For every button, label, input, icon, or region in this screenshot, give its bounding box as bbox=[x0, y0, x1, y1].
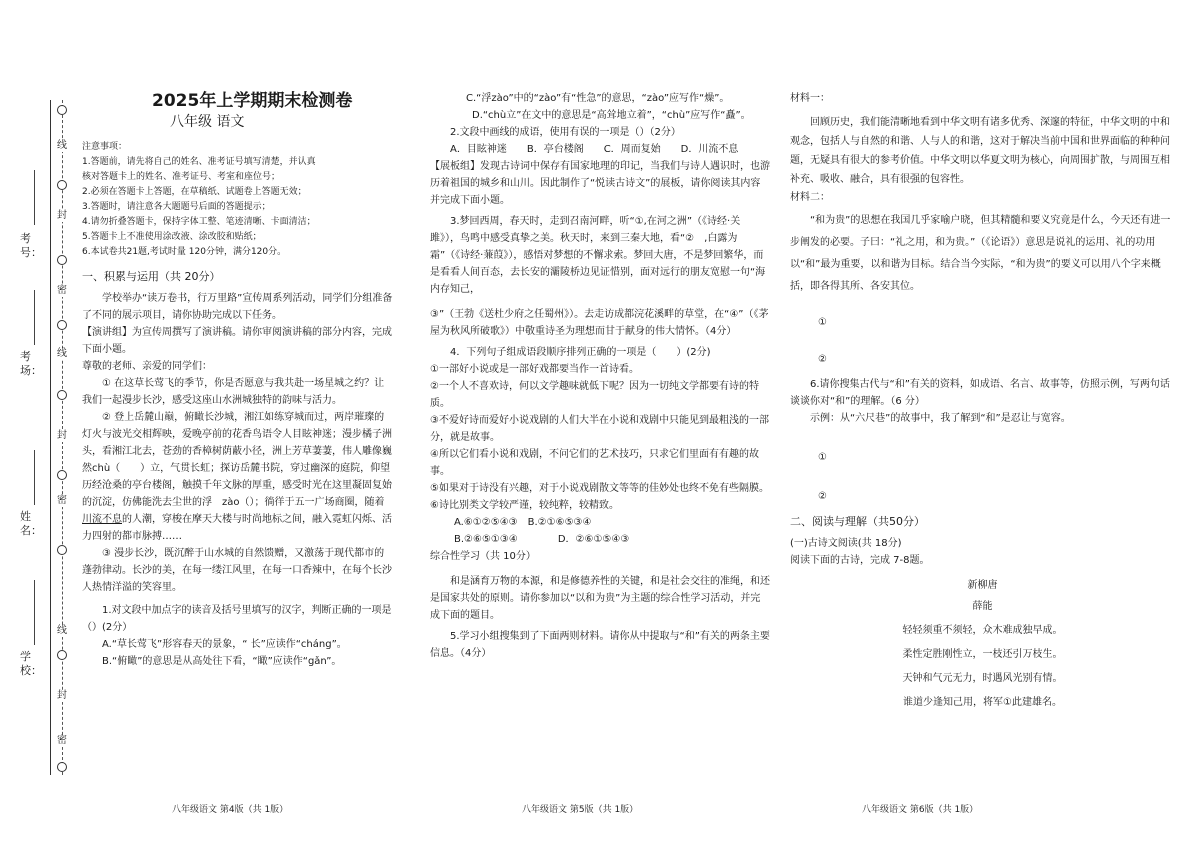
poem-line: 柔性定胜刚性立，一枝还引万枝生。 bbox=[902, 649, 1063, 660]
seal-mark: 封 bbox=[57, 690, 67, 701]
poem-line: 天钟和气元无力，时遇风光别有情。 bbox=[902, 673, 1063, 684]
name-label: 姓名： bbox=[20, 510, 42, 537]
exam-title: 2025年上学期期末检测卷 bbox=[152, 91, 353, 111]
exam-number-line[interactable] bbox=[34, 170, 35, 225]
notes-heading: 注意事项： bbox=[82, 142, 128, 152]
q6-example: 示例：从“六尺巷”的故事中，我了解到“和”是忍让与宽容。 bbox=[810, 413, 1071, 424]
material-2-text: “和为贵”的思想在我国几乎家喻户晓，但其精髓和要义究竟是什么，今天还有进一步阐发的必要。子曰：“礼之用，和为贵。”（《论语》）意思是说礼的运用、礼的功用以“和”最为重要，以和谐为目标。结合当今实际，“和为贵”的要义可以用八个字来概括，即各得其所、各安其位。 bbox=[790, 215, 1171, 292]
q1-option-b[interactable]: B.“俯瞰”的意思是从高处往下看，“瞰”应读作“gǎn”。 bbox=[102, 656, 342, 667]
ancient-poetry-heading: (一)古诗文阅读(共 18分) bbox=[790, 538, 902, 549]
circle-mark bbox=[57, 320, 67, 330]
circle-mark bbox=[57, 180, 67, 190]
answer-blank-1[interactable]: ① bbox=[818, 317, 827, 328]
speech-paragraph-1: ① 在这草长莺飞的季节，你是否愿意与我共赴一场星城之约？让我们一起漫步长沙，感受这座山水洲城独特的韵味与活力。 bbox=[82, 378, 385, 406]
circle-mark bbox=[57, 762, 67, 772]
name-line[interactable] bbox=[34, 450, 35, 505]
note-line: 1.答题前，请先将自己的姓名、准考证号填写清楚，并认真 bbox=[82, 157, 316, 167]
exam-subtitle: 八年级 语文 bbox=[170, 114, 245, 130]
greeting: 尊敬的老师、亲爱的同学们： bbox=[82, 361, 212, 372]
seal-mark: 线 bbox=[57, 348, 67, 359]
underlined-idiom: 川流不息 bbox=[82, 514, 122, 525]
material-1-text: 回顾历史，我们能清晰地看到中华文明有诸多优秀、深邃的特征，中华文明的中和观念，包括人与自然的和谐、人与人的和谐，这对于解决当前中国和世界面临的种种问题，无疑具有很大的参考价值。中华文明以华夏文明为核心，向周围扩散，与周围互相补充、吸收、融合，具有很强的包容性。 bbox=[790, 117, 1170, 185]
section-1-heading: 一、积累与运用（共 20分） bbox=[82, 270, 221, 283]
sentence-6: ⑥诗比别类文学较严谨，较纯粹，较精致。 bbox=[430, 500, 619, 511]
note-line: 5.答题卡上不准使用涂改液、涂改胶和贴纸； bbox=[82, 232, 262, 242]
poem-line: 轻轻须重不须轻，众木难成独早成。 bbox=[902, 625, 1063, 636]
notes-block bbox=[82, 140, 394, 260]
school-label: 学校： bbox=[20, 650, 42, 677]
circle-mark bbox=[57, 105, 67, 115]
page-footer-5: 八年级语文 第5版（共 1版） bbox=[522, 805, 639, 815]
sentence-5: ⑤如果对于诗没有兴趣，对于小说戏剧散文等等的佳妙处也终不免有些隔膜。 bbox=[430, 483, 769, 494]
para2-text-end: 的人潮，穿梭在摩天大楼与时尚地标之间，融入霓虹闪烁、活力四射的都市脉搏…… bbox=[82, 514, 392, 542]
column-3 bbox=[790, 90, 1175, 715]
page-footer-4: 八年级语文 第4版（共 1版） bbox=[172, 805, 289, 815]
exam-room-label: 考场： bbox=[20, 350, 42, 377]
intro-paragraph: 学校举办“读万卷书，行万里路”宣传周系列活动，同学们分组准备了不同的展示项目，请你协助完成以下任务。 bbox=[82, 293, 393, 321]
circle-mark bbox=[57, 470, 67, 480]
sentence-2: ②一个人不喜欢诗，何以文学趣味就低下呢？因为一切纯文学都要有诗的特质。 bbox=[430, 381, 759, 409]
seal-mark: 密 bbox=[57, 495, 67, 506]
page-footer-6: 八年级语文 第6版（共 1版） bbox=[862, 805, 979, 815]
speech-paragraph-2 bbox=[82, 409, 394, 545]
question-5: 5.学习小组搜集到了下面两则材料。请你从中提取与“和”有关的两条主要信息。（4分） bbox=[430, 631, 770, 659]
poem-line: 谁道少逢知己用，将军①此建雄名。 bbox=[903, 697, 1062, 708]
sentence-1: ①一部好小说或是一部好戏都要当作一首诗看。 bbox=[430, 364, 639, 375]
comprehensive-heading: 综合性学习（共 10分） bbox=[430, 551, 536, 562]
circle-mark bbox=[57, 390, 67, 400]
note-line: 3.答题时，请注意各大题题号后面的答题提示； bbox=[82, 202, 271, 212]
note-line: 2.必须在答题卡上答题，在草稿纸、试题卷上答题无效； bbox=[82, 187, 307, 197]
exam-number-label: 考号： bbox=[20, 232, 42, 259]
material-1-heading: 材料一： bbox=[790, 93, 830, 104]
sentence-3: ③不爱好诗而爱好小说戏剧的人们大半在小说和戏剧中只能见到最粗浅的一部分，就是故事。 bbox=[430, 415, 769, 443]
answer-blank-2[interactable]: ② bbox=[818, 354, 827, 365]
exhibit-group-heading: 【展板组】发现古诗词中保存有国家地理的印记，当我们与诗人遇识时，也游历着祖国的城乡和山川。因此制作了“悦读古诗文”的展板，请你阅读其内容并完成下面小题。 bbox=[430, 161, 770, 206]
note-line: 核对答题卡上的姓名、准考证号、考室和座位号； bbox=[82, 172, 281, 182]
circle-mark bbox=[57, 650, 67, 660]
circle-mark bbox=[57, 545, 67, 555]
q1-option-a[interactable]: A.“草长莺飞”形容春天的景象，“ 长”应读作“cháng”。 bbox=[102, 639, 347, 650]
seal-mark: 线 bbox=[57, 140, 67, 151]
note-line: 4.请勿折叠答题卡，保持字体工整、笔迹清晰、卡面清洁； bbox=[82, 217, 316, 227]
column-2 bbox=[430, 90, 770, 662]
seal-mark: 密 bbox=[57, 285, 67, 296]
material-2-heading: 材料二： bbox=[790, 192, 830, 203]
question-4: 4．下列句子组成语段顺序排列正确的一项是（ ）(2分) bbox=[450, 347, 711, 358]
speech-paragraph-3: ③ 漫步长沙，既沉醉于山水城的自然馈赠，又激荡于现代都市的蓬勃律动。长沙的美，在每一缕江风里，在每一口香辣中，在每个长沙人热情洋溢的笑容里。 bbox=[82, 548, 392, 593]
sentence-4: ④所以它们看小说和戏剧，不问它们的艺术技巧，只求它们里面有有趣的故事。 bbox=[430, 449, 759, 477]
column-1 bbox=[82, 90, 394, 670]
question-3: 3.梦回西周，春天时，走到召南河畔，听“①,在河之洲”（《诗经·关雎》），鸟鸣中感受真挚之美。秋天时，来到三秦大地，看“② ,白露为霜”（《诗经·蒹葭》），感悟对梦想的不懈求索。梦回大唐，不是梦回繁华，而是看看人间百态，去长安的灞陵桥边见证惜别，面对远行的朋友宽慰一句“海内存知己， bbox=[430, 216, 766, 295]
speech-group-heading: 【演讲组】为宣传周撰写了演讲稿。请你审阅演讲稿的部分内容，完成下面小题。 bbox=[82, 327, 392, 355]
note-line: 6.本试卷共21题,考试时量 120分钟，满分120分。 bbox=[82, 247, 287, 257]
reading-instruction: 阅读下面的古诗，完成 7-8题。 bbox=[790, 555, 930, 566]
question-2: 2.文段中画线的成语，使用有误的一项是（）（2分） bbox=[450, 127, 681, 138]
q1-option-d[interactable]: D.“chù立”在文中的意思是“高耸地立着”，“chù”应写作“矗”。 bbox=[472, 110, 751, 121]
poem-title: 新柳唐 bbox=[967, 580, 998, 591]
q1-option-c[interactable]: C.“浮zào”中的“zào”有“性急”的意思，“zào”应写作“燥”。 bbox=[466, 93, 730, 104]
section-2-heading: 二、阅读与理解（共50分） bbox=[790, 515, 925, 528]
question-3-continued: ③”（王勃《送杜少府之任蜀州》）。去走访成都浣花溪畔的草堂，在“④”（《茅屋为秋风所破歌》）中敬重诗圣为理想而甘于献身的伟大情怀。（4分） bbox=[430, 309, 769, 337]
q2-options[interactable]: A．目眩神迷 B．亭台楼阁 C．周而复始 D．川流不息 bbox=[450, 144, 739, 155]
seal-mark: 密 bbox=[57, 735, 67, 746]
para2-text: ② 登上岳麓山巅，俯瞰长沙城，湘江如练穿城而过，两岸璀璨的灯火与波光交相辉映，爱晚亭前的花香鸟语令人目眩神迷；漫步橘子洲头，看湘江北去，苍劲的香樟树荫蔽小径，洲上芳草萋萋，伟人雕像巍然chù（ ）立，气贯长虹；探访岳麓书院，穿过幽深的庭院，仰望历经沧桑的亭台楼阁，触摸千年文脉的厚重，感受时光在这里凝固复始的沉淀，仿佛能洗去尘世的浮 zào（）；徜徉于五一广场商圈，随着 bbox=[82, 412, 392, 508]
answer-blank-4[interactable]: ② bbox=[818, 491, 827, 502]
exam-room-line[interactable] bbox=[34, 290, 35, 345]
poem-author: 薛能 bbox=[972, 601, 993, 612]
seal-mark: 线 bbox=[57, 625, 67, 636]
question-1: 1.对文段中加点字的读音及括号里填写的汉字，判断正确的一项是（）(2分） bbox=[82, 605, 392, 633]
q4-options-cd[interactable]: B.②⑥⑤①③④ D．②⑥①⑤④③ bbox=[454, 534, 630, 545]
school-line[interactable] bbox=[34, 580, 35, 645]
question-6: 6.请你搜集古代与“和”有关的资料，如成语、名言、故事等，仿照示例，写两句话谈谈你对“和”的理解。（6 分） bbox=[790, 379, 1170, 407]
comprehensive-intro: 和是涵育万物的本源，和是修德养性的关键，和是社会交往的准绳，和还是国家共处的原则。请你参加以“以和为贵”为主题的综合性学习活动，并完成下面的题目。 bbox=[430, 576, 770, 621]
q4-options-ab[interactable]: A.⑥①②⑤④③ B.②①⑥⑤③④ bbox=[454, 517, 592, 528]
binding-solid-line bbox=[50, 100, 51, 775]
seal-mark: 封 bbox=[57, 430, 67, 441]
binding-margin bbox=[0, 0, 75, 848]
seal-mark: 封 bbox=[57, 210, 67, 221]
answer-blank-3[interactable]: ① bbox=[818, 452, 827, 463]
circle-mark bbox=[57, 255, 67, 265]
